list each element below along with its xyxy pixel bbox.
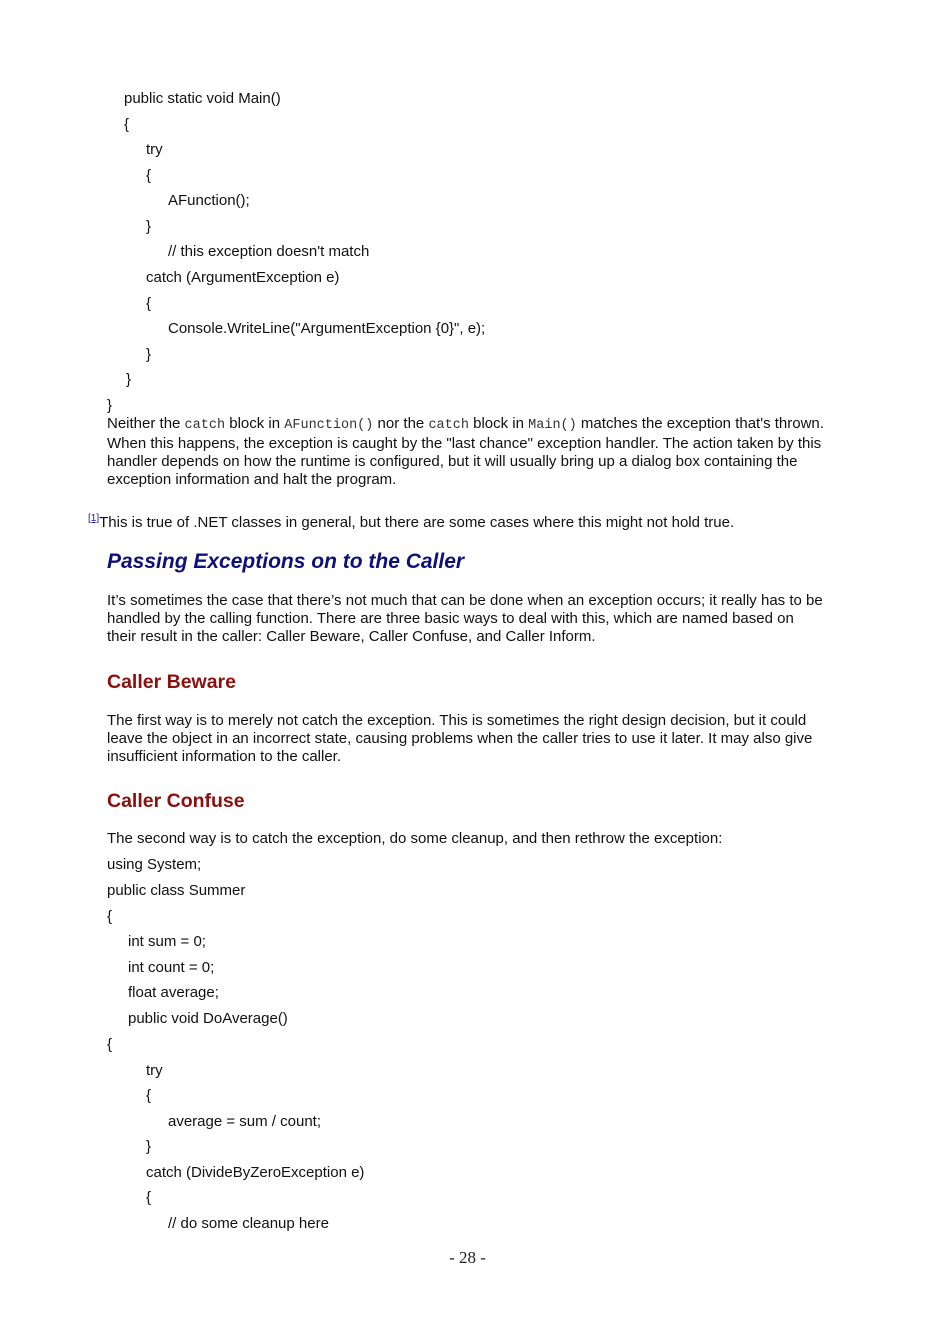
code-line: public void DoAverage() (128, 1010, 288, 1027)
code-line: } (126, 371, 132, 388)
section-heading: Passing Exceptions on to the Caller (107, 550, 465, 573)
code-line: { (124, 116, 130, 133)
inline-code: AFunction() (284, 418, 374, 433)
code-comment: // this exception doesn't match (168, 243, 370, 260)
body-paragraph: The second way is to catch the exception, do some cleanup, and then rethrow the exception: (107, 830, 723, 847)
page-number: - 28 - (449, 1248, 486, 1267)
text-fragment: nor the (373, 415, 429, 432)
code-line: catch (ArgumentException e) (146, 269, 340, 286)
code-comment: // do some cleanup here (168, 1215, 329, 1232)
subsection-heading: Caller Confuse (107, 790, 245, 812)
text-fragment: Neither the (107, 415, 185, 432)
code-line: int count = 0; (128, 959, 215, 976)
code-line: try (146, 1062, 163, 1079)
code-line: } (146, 346, 152, 363)
inline-code: catch (428, 418, 469, 433)
code-line: int sum = 0; (128, 933, 206, 950)
code-line: public static void Main() (124, 90, 281, 107)
code-line: average = sum / count; (168, 1113, 322, 1130)
code-line: } (107, 397, 113, 414)
code-line: using System; (107, 856, 202, 873)
code-line: try (146, 141, 163, 158)
code-line: } (146, 1138, 152, 1155)
text-fragment: matches the exception that's thrown. When this happens, the exception is caught by the "last chance" exception handler. The action taken by this handler depends on how the runtime is configured, but it will usually bring up a dialog box containing the exception information and halt the program. (107, 415, 824, 488)
text-fragment: block in (468, 415, 529, 432)
code-line: } (146, 218, 152, 235)
code-line: public class Summer (107, 882, 246, 899)
body-paragraph (107, 415, 827, 489)
text-fragment: block in (225, 415, 285, 432)
footnote (88, 510, 734, 532)
code-line: { (146, 1087, 152, 1104)
inline-code: catch (184, 418, 226, 433)
code-line: { (146, 295, 152, 312)
code-line: Console.WriteLine("ArgumentException {0}", e); (168, 320, 486, 337)
code-line: float average; (128, 984, 219, 1001)
code-line: { (107, 1036, 113, 1053)
code-line: catch (DivideByZeroException e) (146, 1164, 365, 1181)
code-line: { (146, 1189, 152, 1206)
code-line: { (107, 908, 113, 925)
body-paragraph: It’s sometimes the case that there’s not much that can be done when an exception occurs; it really has to be handled by the calling function. There are three basic ways to deal with this, which are named based on their result in the caller: Caller Beware, Caller Confuse, and Caller Inform. (107, 592, 823, 645)
code-line: { (146, 167, 152, 184)
subsection-heading: Caller Beware (107, 671, 236, 693)
footnote-marker-link[interactable]: [1] (88, 513, 100, 524)
code-line: AFunction(); (168, 192, 250, 209)
footnote-text: This is true of .NET classes in general, but there are some cases where this might not hold true. (99, 514, 735, 531)
inline-code: Main() (528, 418, 577, 433)
body-paragraph: The first way is to merely not catch the exception. This is sometimes the right design decision, but it could leave the object in an incorrect state, causing problems when the caller tries to use it later. It may also give insufficient information to the caller. (107, 712, 813, 765)
